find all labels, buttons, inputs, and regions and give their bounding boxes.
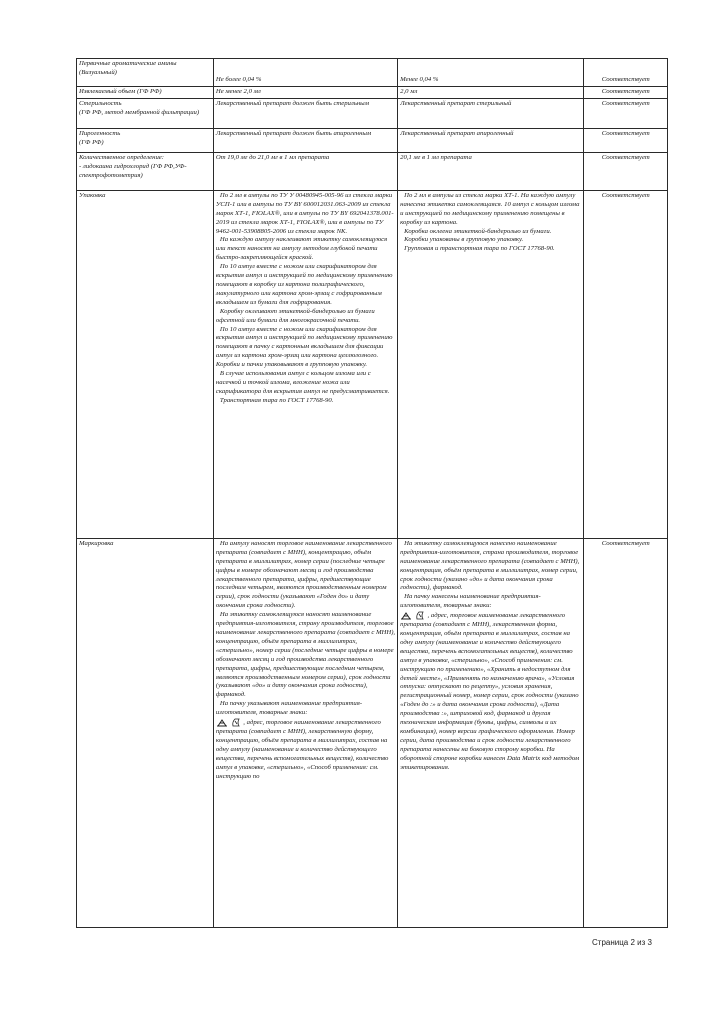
trademark-signs [216,719,243,726]
param-name: Первичные ароматические амины (Визуальный) [77,59,214,87]
trademark-signs [400,612,427,619]
param-method: (ГФ РФ, метод мембранной фильтрации) [79,108,200,116]
result-cell: Лекарственный препарат апирогенный [398,128,584,152]
norm-cell [213,190,397,538]
verdict-cell: Соответствует [584,59,668,87]
param-method: - лидокаина гидрохлорид (ГФ РФ,УФ-спектрофотометрия) [79,162,187,179]
norm-paragraph: Транспортная тара по ГОСТ 17768-90. [219,396,334,404]
result-cell: 2,0 мл [398,87,584,99]
norm-paragraph: В случае использования ампул с кольцом излома или с насечкой и точкой излома, вложение ножа или скарификатора для вскрытия ампул не предусматривается. [215,370,390,395]
norm-paragraph: По 10 ампул вместе с ножом или скарификатором для вскрытия ампул и инструкцией по медицинскому применению помещают в пачку с картонным вкладышем для фиксации ампул из картона хром-эрзац или картона целлюлозного. Коробки и пачки упаковывают в групповую упаковку. [215,325,393,369]
norm-cell: Не менее 2,0 мл [213,87,397,99]
table-row [77,152,668,190]
result-text-after-signs: , адрес, торговое наименование лекарственного препарата (совпадает с МНН), лекарственная форма, концентрация, объём препарата в миллилитрах, состав на одну ампулу (наименование и количество действующего вещества, перечень вспомогательных веществ), количество ампул в упаковке, «стерильно», «Способ применения: см. инструкцию по применению», «Хранить в недоступном для детей месте», «Применять по назначению врача», «Условия отпуска: отпускают по рецепту», условия хранения, регистрационный номер, номер серии, срок годности (указано «Годен до :» и дата окончания срока годности), «Дата производства :», штриховой код, фармакод и другая техническая информация (буквы, цифры, символы и их комбинация), номер версии графического оформления. Номер серии, дата производства и срок годности лекарственного препарата нанесены на боковую сторону коробки. На оборотной стороне коробки нанесен Data Matrix код методом этикетирования. [400,612,580,771]
norm-paragraph: На пачку указывают наименование предприятия-изготовителя, товарные знаки: [215,700,363,717]
trademark-logo-icon [400,611,412,620]
verdict-cell: Соответствует [584,87,668,99]
verdict-cell: Соответствует [584,538,668,927]
param-title: Количественное определение: [79,153,164,161]
specification-table [76,58,668,928]
norm-cell: От 19,0 мг до 21,0 мг в 1 мл препарата [213,152,397,190]
trademark-logo-icon [216,718,228,727]
result-paragraph: Коробка оклеена этикеткой-бандеролью из бумаги. [404,227,552,235]
param-title: Стерильность [79,99,122,107]
table-row [77,98,668,128]
norm-cell: Лекарственный препарат должен быть апирогенным [213,128,397,152]
trademark-mark-icon [414,611,426,620]
result-cell: 20,1 мг в 1 мл препарата [398,152,584,190]
norm-cell [213,538,397,927]
trademark-mark-icon [230,718,242,727]
norm-cell: Не более 0,04 % [213,59,397,87]
param-name: Маркировка [77,538,214,927]
verdict-cell: Соответствует [584,98,668,128]
norm-paragraph: На каждую ампулу наклеивают этикетку самоклеящуюся или текст наносят на ампулу методом глубокой печати быстро-закрепляющейся краской. [215,236,388,262]
param-method: (ГФ РФ) [79,138,104,146]
norm-paragraph: Коробку оклеивают этикеткой-бандеролью из бумаги офсетной или бумаги для многокрасочной печати. [215,307,375,324]
norm-text-after-signs: , адрес, торговое наименование лекарственного препарата (совпадает с МНН), лекарственную форму, концентрацию, объём препарата в миллилитрах, состав на одну ампулу (наименование и количество действующего вещества, перечень вспомогательных веществ), количество ампул в упаковке, «стерильно», «Способ применения: см. инструкцию по [215,719,389,780]
table-row [77,59,668,87]
result-cell [398,538,584,927]
norm-cell: Лекарственный препарат должен быть стерильным [213,98,397,128]
page-number: Страница 2 из 3 [592,938,652,947]
result-paragraph: Групповая и транспортная тара по ГОСТ 17768-90. [404,245,555,253]
table-row [77,87,668,99]
verdict-cell: Соответствует [584,190,668,538]
result-cell [398,190,584,538]
param-name [77,152,214,190]
verdict-cell: Соответствует [584,152,668,190]
norm-paragraph: По 10 ампул вместе с ножом или скарификатором для вскрытия ампул и инструкцией по медицинскому применению помещают в коробку из картона полиграфического, макулатурного или картона хром-эрзац с гофрированным вкладышем из бумаги для гофрирования. [215,263,393,306]
result-cell: Менее 0,04 % [398,59,584,87]
param-name: Упаковка [77,190,214,538]
param-name: Извлекаемый объем (ГФ РФ) [77,87,214,99]
table-row-packaging [77,190,668,538]
param-name [77,98,214,128]
norm-paragraph: На этикетку самоклеящуюся наносят наименование предприятия-изготовителя, страну производителя, торговое наименование лекарственного препарата (совпадает с МНН), концентрацию, объём препарата в миллилитрах, «стерильно», номер серии (последние четыре цифры в номере обозначают месяц и год производства лекарственного препарата, цифры, предшествующие последним четырем, являются производственным номером серии), срок годности (указывают «до» и дату окончания срока годности), фармакод. [215,611,396,699]
result-paragraph: Коробки упакованы в групповую упаковку. [404,236,524,244]
result-paragraph: На этикетку самоклеящуюся нанесено наименование предприятия-изготовителя, страна производителя, торговое наименование лекарственного препарата (совпадает с МНН), концентрация, объём препарата в миллилитрах, номер серии, срок годности (указано «до» и дата окончания срока годности), фармакод. [400,539,580,592]
table-row-marking [77,538,668,927]
param-title: Пирогенность [79,129,121,137]
verdict-cell: Соответствует [584,128,668,152]
norm-paragraph: На ампулу наносят торговое наименование лекарственного препарата (совпадает с МНН), концентрацию, объём препарата в миллилитрах, номер серии (последние четыре цифры в номере обозначают месяц и год производства лекарственного препарата, цифры, предшествующие последним четырем, являются производственным номером серии), срок годности (указывают «Годен до» и дату окончания срока годности). [215,539,392,610]
result-paragraph: По 2 мл в ампулы из стекла марки ХТ-1. На каждую ампулу нанесена этикетка самоклеящаяся. 10 ампул с кольцом излома и инструкцией по медицинскому применению помещены в коробку из картона. [400,191,580,226]
param-name [77,128,214,152]
table-row [77,128,668,152]
result-paragraph: На пачку нанесены наименование предприятия-изготовителя, товарные знаки: [400,593,541,610]
result-cell: Лекарственный препарат стерильный [398,98,584,128]
norm-paragraph: По 2 мл в ампулы по ТУ У 00480945-005-96 из стекла марки УСП-1 или в ампулы по ТУ BY 600012031.063-2009 из стекла марок ХТ-1, FIOLAX®, или в ампулы по ТУ BY 692041378.001-2019 из стекла марок ХТ-1, FIOLAX®, или в ампулы по ТУ 9462-001-53908805-2006 из стекла марок NK. [215,191,394,235]
